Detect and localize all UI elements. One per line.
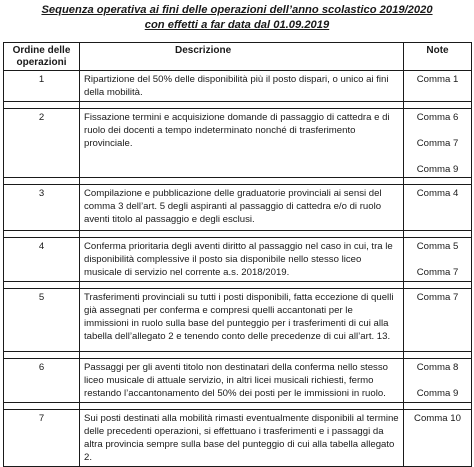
operation-notes (404, 185, 472, 231)
header-order: Ordine delle operazioni (4, 43, 80, 71)
row-spacer (4, 102, 472, 109)
operation-description: Compilazione e pubblicazione delle graduatorie provinciali ai sensi del comma 3 dell’art. 5 degli aspiranti al passaggio di cattedra e/o di ruolo aventi titolo al passaggio e degli esclusi. (80, 185, 404, 231)
table-row (4, 238, 472, 282)
spacer-cell (4, 231, 80, 238)
operation-notes (404, 410, 472, 467)
note-reference: Comma 9 (416, 388, 459, 399)
operation-number: 4 (4, 238, 80, 282)
spacer-cell (404, 178, 472, 185)
row-spacer (4, 403, 472, 410)
spacer-cell (404, 231, 472, 238)
note-reference: Comma 7 (416, 138, 459, 149)
table-row (4, 289, 472, 352)
table-row (4, 359, 472, 403)
operation-description: Passaggi per gli aventi titolo non destinatari della conferma nello stesso liceo musicale di attuale servizio, in altri licei musicali richiesti, fermo restando l’accantonamento del 50% dei posti per le immissioni in ruolo. (80, 359, 404, 403)
spacer-cell (80, 102, 404, 109)
row-spacer (4, 352, 472, 359)
header-notes: Note (404, 43, 472, 71)
operation-number: 6 (4, 359, 80, 403)
row-spacer (4, 178, 472, 185)
operation-number: 2 (4, 109, 80, 178)
spacer-cell (80, 403, 404, 410)
note-reference: Comma 9 (416, 164, 459, 175)
operation-description: Conferma prioritaria degli aventi diritto al passaggio nel caso in cui, tra le disponibilità complessive il posto sia disponibile nello stesso liceo musicale di servizio nel corrente a.s. 2018/2019. (80, 238, 404, 282)
row-spacer (4, 231, 472, 238)
spacer-cell (4, 178, 80, 185)
operation-number: 1 (4, 71, 80, 102)
note-reference: Comma 5 (416, 241, 459, 252)
operation-number: 5 (4, 289, 80, 352)
spacer-cell (4, 403, 80, 410)
spacer-cell (4, 352, 80, 359)
operation-description: Fissazione termini e acquisizione domande di passaggio di cattedra e di ruolo dei docenti a tempo indeterminato nonché di trasferimento provinciale. (80, 109, 404, 178)
table-row (4, 71, 472, 102)
table-row (4, 109, 472, 178)
title-line-1: Sequenza operativa ai fini delle operazioni dell’anno scolastico 2019/2020 (41, 4, 433, 16)
note-reference: Comma 6 (416, 112, 459, 123)
spacer-cell (404, 102, 472, 109)
note-reference: Comma 8 (416, 362, 459, 373)
operation-notes (404, 289, 472, 352)
operation-number: 7 (4, 410, 80, 467)
spacer-cell (80, 282, 404, 289)
row-spacer (4, 282, 472, 289)
operation-description: Trasferimenti provinciali su tutti i posti disponibili, fatta eccezione di quelli già assegnati per conferma e compresi quelli accantonati per le immissioni in ruolo sulla base del punteggio per i trasferimenti di cui alla tabella dell’allegato 2 e tenendo conto delle precedenze di cui all’art. 13. (80, 289, 404, 352)
operations-table (3, 42, 472, 467)
note-reference: Comma 7 (416, 292, 459, 303)
spacer-cell (80, 352, 404, 359)
operation-notes (404, 71, 472, 102)
header-description: Descrizione (80, 43, 404, 71)
table-header-row (4, 43, 472, 71)
operation-notes (404, 109, 472, 178)
note-reference: Comma 1 (416, 74, 459, 85)
spacer-cell (404, 352, 472, 359)
spacer-cell (404, 282, 472, 289)
operation-notes (404, 359, 472, 403)
operation-description: Sui posti destinati alla mobilità rimasti eventualmente disponibili al termine delle precedenti operazioni, si effettuano i trasferimenti e i passaggi da altra provincia sempre sulla base del punteggio di cui alla tabella allegato 2. (80, 410, 404, 467)
spacer-cell (80, 231, 404, 238)
table-row (4, 410, 472, 467)
spacer-cell (4, 102, 80, 109)
spacer-cell (4, 282, 80, 289)
table-row (4, 185, 472, 231)
title-line-2: con effetti a far data dal 01.09.2019 (144, 19, 330, 31)
operation-notes (404, 238, 472, 282)
spacer-cell (404, 403, 472, 410)
document-title (0, 0, 474, 33)
note-reference: Comma 4 (416, 188, 459, 199)
operation-description: Ripartizione del 50% delle disponibilità più il posto dispari, o unico ai fini della mobilità. (80, 71, 404, 102)
note-reference: Comma 10 (414, 413, 461, 424)
spacer-cell (80, 178, 404, 185)
operation-number: 3 (4, 185, 80, 231)
table-body (4, 71, 472, 467)
note-reference: Comma 7 (416, 267, 459, 278)
